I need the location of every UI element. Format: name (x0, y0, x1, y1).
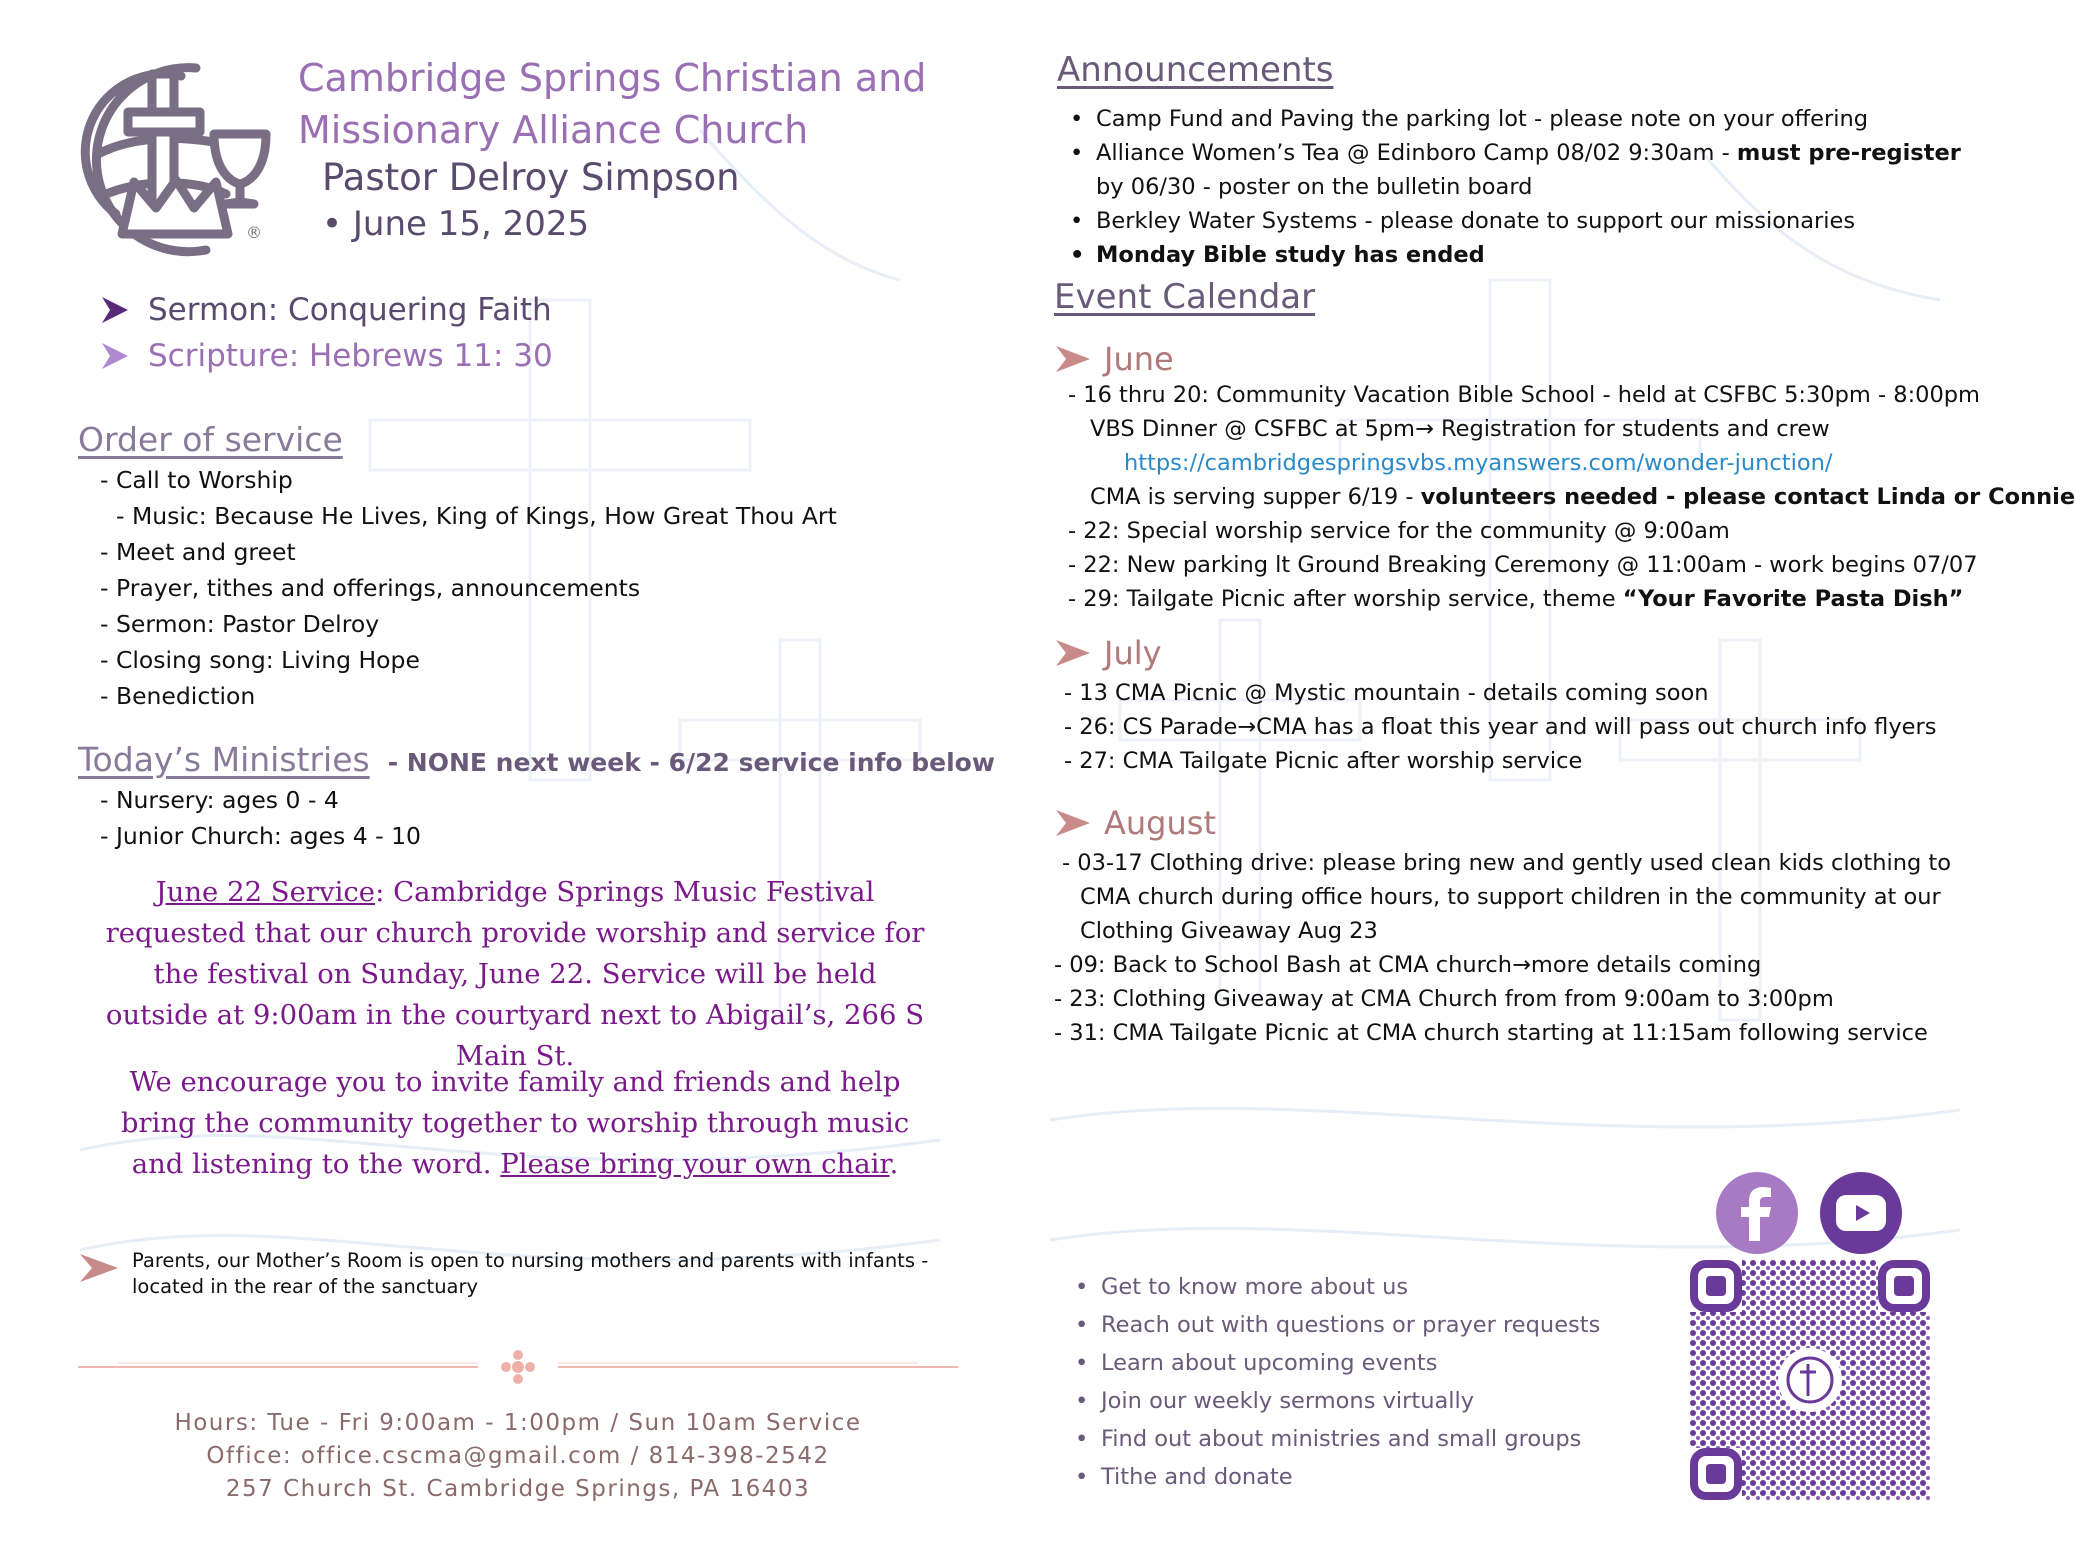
list-item: • Monday Bible study has ended (1070, 238, 1970, 272)
list-item: - Meet and greet (100, 538, 296, 566)
office-hours: Hours: Tue - Fri 9:00am - 1:00pm / Sun 10am Service (174, 1410, 862, 1436)
chevron-bullet-icon (1054, 638, 1092, 668)
june22-service-link: June 22 Service (155, 876, 376, 908)
sermon-title: Sermon: Conquering Faith (100, 292, 552, 328)
calendar-item: CMA church during office hours, to support children in the community at our (1080, 884, 1941, 910)
list-item: - Closing song: Living Hope (100, 646, 420, 674)
announcements-heading: Announcements (1057, 50, 1334, 90)
calendar-item: - 13 CMA Picnic @ Mystic mountain - details coming soon (1064, 680, 1709, 706)
ministries-heading: Today’s Ministries (78, 740, 370, 779)
list-item: • Find out about ministries and small groups (1075, 1420, 1600, 1458)
chevron-bullet-icon (78, 1252, 120, 1284)
ministries-list (100, 782, 421, 854)
festival-announcement: June 22 Service: Cambridge Springs Music Festival requested that our church provide worship and service for the festival on Sunday, June 22. Service will be held outside at 9:00am in the courtyard next to Abigail’s, 266 S Main St. (105, 876, 925, 1072)
list-item: • Get to know more about us (1075, 1268, 1600, 1306)
calendar-item: - 26: CS Parade→CMA has a float this year and will pass out church info flyers (1064, 714, 1937, 740)
church-logo (76, 54, 276, 264)
list-item: • Berkley Water Systems - please donate to support our missionaries (1070, 204, 1970, 238)
connect-list (1075, 1268, 1600, 1496)
calendar-item: Clothing Giveaway Aug 23 (1080, 918, 1378, 944)
arrow-bullet-icon (100, 341, 130, 371)
mothers-room-note: Parents, our Mother’s Room is open to nursing mothers and parents with infants - located in the rear of the sanctuary (132, 1249, 929, 1298)
calendar-item: - 22: Special worship service for the community @ 9:00am (1068, 518, 1730, 544)
list-item: - Call to Worship (100, 466, 293, 494)
order-of-service-list (100, 462, 837, 714)
arrow-bullet-icon (100, 295, 130, 325)
list-item: • Learn about upcoming events (1075, 1344, 1600, 1382)
list-item: - Prayer, tithes and offerings, announcements (100, 574, 641, 602)
list-item: - Music: Because He Lives, King of Kings, How Great Thou Art (116, 502, 837, 530)
church-name: Cambridge Springs Christian and Missionary Alliance Church (298, 56, 927, 152)
month-july: July (1054, 634, 1162, 672)
pastor-name: Pastor Delroy Simpson (322, 156, 740, 199)
calendar-item: - 09: Back to School Bash at CMA church→more details coming (1054, 952, 1762, 978)
church-address: 257 Church St. Cambridge Springs, PA 16403 (225, 1476, 811, 1502)
festival-invite: We encourage you to invite family and friends and help bring the community together to worship through music and listening to the word. Please bring your own chair. (120, 1066, 910, 1180)
calendar-item: - 03-17 Clothing drive: please bring new and gently used clean kids clothing to (1062, 850, 1952, 876)
ministries-header (78, 740, 995, 779)
vbs-registration-link[interactable]: https://cambridgespringsvbs.myanswers.com/wonder-junction/ (1124, 450, 1833, 476)
list-item: - Sermon: Pastor Delroy (100, 610, 380, 638)
order-of-service-heading: Order of service (78, 420, 343, 459)
list-item: • Tithe and donate (1075, 1458, 1600, 1496)
event-calendar-heading: Event Calendar (1054, 277, 1316, 317)
calendar-item: VBS Dinner @ CSFBC at 5pm→ Registration for students and crew (1090, 416, 1830, 442)
calendar-item: - 22: New parking lt Ground Breaking Ceremony @ 11:00am - work begins 07/07 (1068, 552, 1978, 578)
list-item: - Nursery: ages 0 - 4 (100, 786, 339, 814)
list-item: - Junior Church: ages 4 - 10 (100, 822, 422, 850)
calendar-item: - 29: Tailgate Picnic after worship service, theme “Your Favorite Pasta Dish” (1068, 586, 1964, 612)
youtube-icon[interactable] (1820, 1172, 1902, 1254)
office-contact: Office: office.cscma@gmail.com / 814-398-2542 (206, 1443, 830, 1469)
svg-text:®: ® (246, 223, 262, 242)
chevron-bullet-icon (1054, 808, 1092, 838)
bulletin-date: • June 15, 2025 (322, 204, 590, 244)
calendar-item: - 16 thru 20: Community Vacation Bible School - held at CSFBC 5:30pm - 8:00pm (1068, 382, 1980, 408)
list-item: • Alliance Women’s Tea @ Edinboro Camp 08/02 9:30am - must pre-register by 06/30 - poster on the bulletin board (1070, 136, 1970, 204)
facebook-icon[interactable] (1716, 1172, 1798, 1254)
list-item: • Camp Fund and Paving the parking lot - please note on your offering (1070, 102, 1970, 136)
month-august: August (1054, 804, 1216, 842)
ministries-note: - NONE next week - 6/22 service info below (387, 748, 995, 777)
announcements-list (1070, 102, 1970, 272)
scripture-reference: Scripture: Hebrews 11: 30 (100, 338, 553, 374)
calendar-item: - 31: CMA Tailgate Picnic at CMA church starting at 11:15am following service (1054, 1020, 1928, 1046)
list-item: - Benediction (100, 682, 256, 710)
list-item: • Join our weekly sermons virtually (1075, 1382, 1600, 1420)
ornamental-divider (78, 1352, 958, 1382)
bring-chair-note: Please bring your own chair (500, 1148, 890, 1180)
calendar-item: CMA is serving supper 6/19 - volunteers needed - please contact Linda or Connie (1090, 484, 2075, 510)
list-item: • Reach out with questions or prayer requests (1075, 1306, 1600, 1344)
calendar-item: - 27: CMA Tailgate Picnic after worship service (1064, 748, 1583, 774)
month-june: June (1054, 340, 1174, 378)
qr-code-icon[interactable] (1690, 1260, 1930, 1500)
calendar-item: - 23: Clothing Giveaway at CMA Church from from 9:00am to 3:00pm (1054, 986, 1834, 1012)
chevron-bullet-icon (1054, 344, 1092, 374)
